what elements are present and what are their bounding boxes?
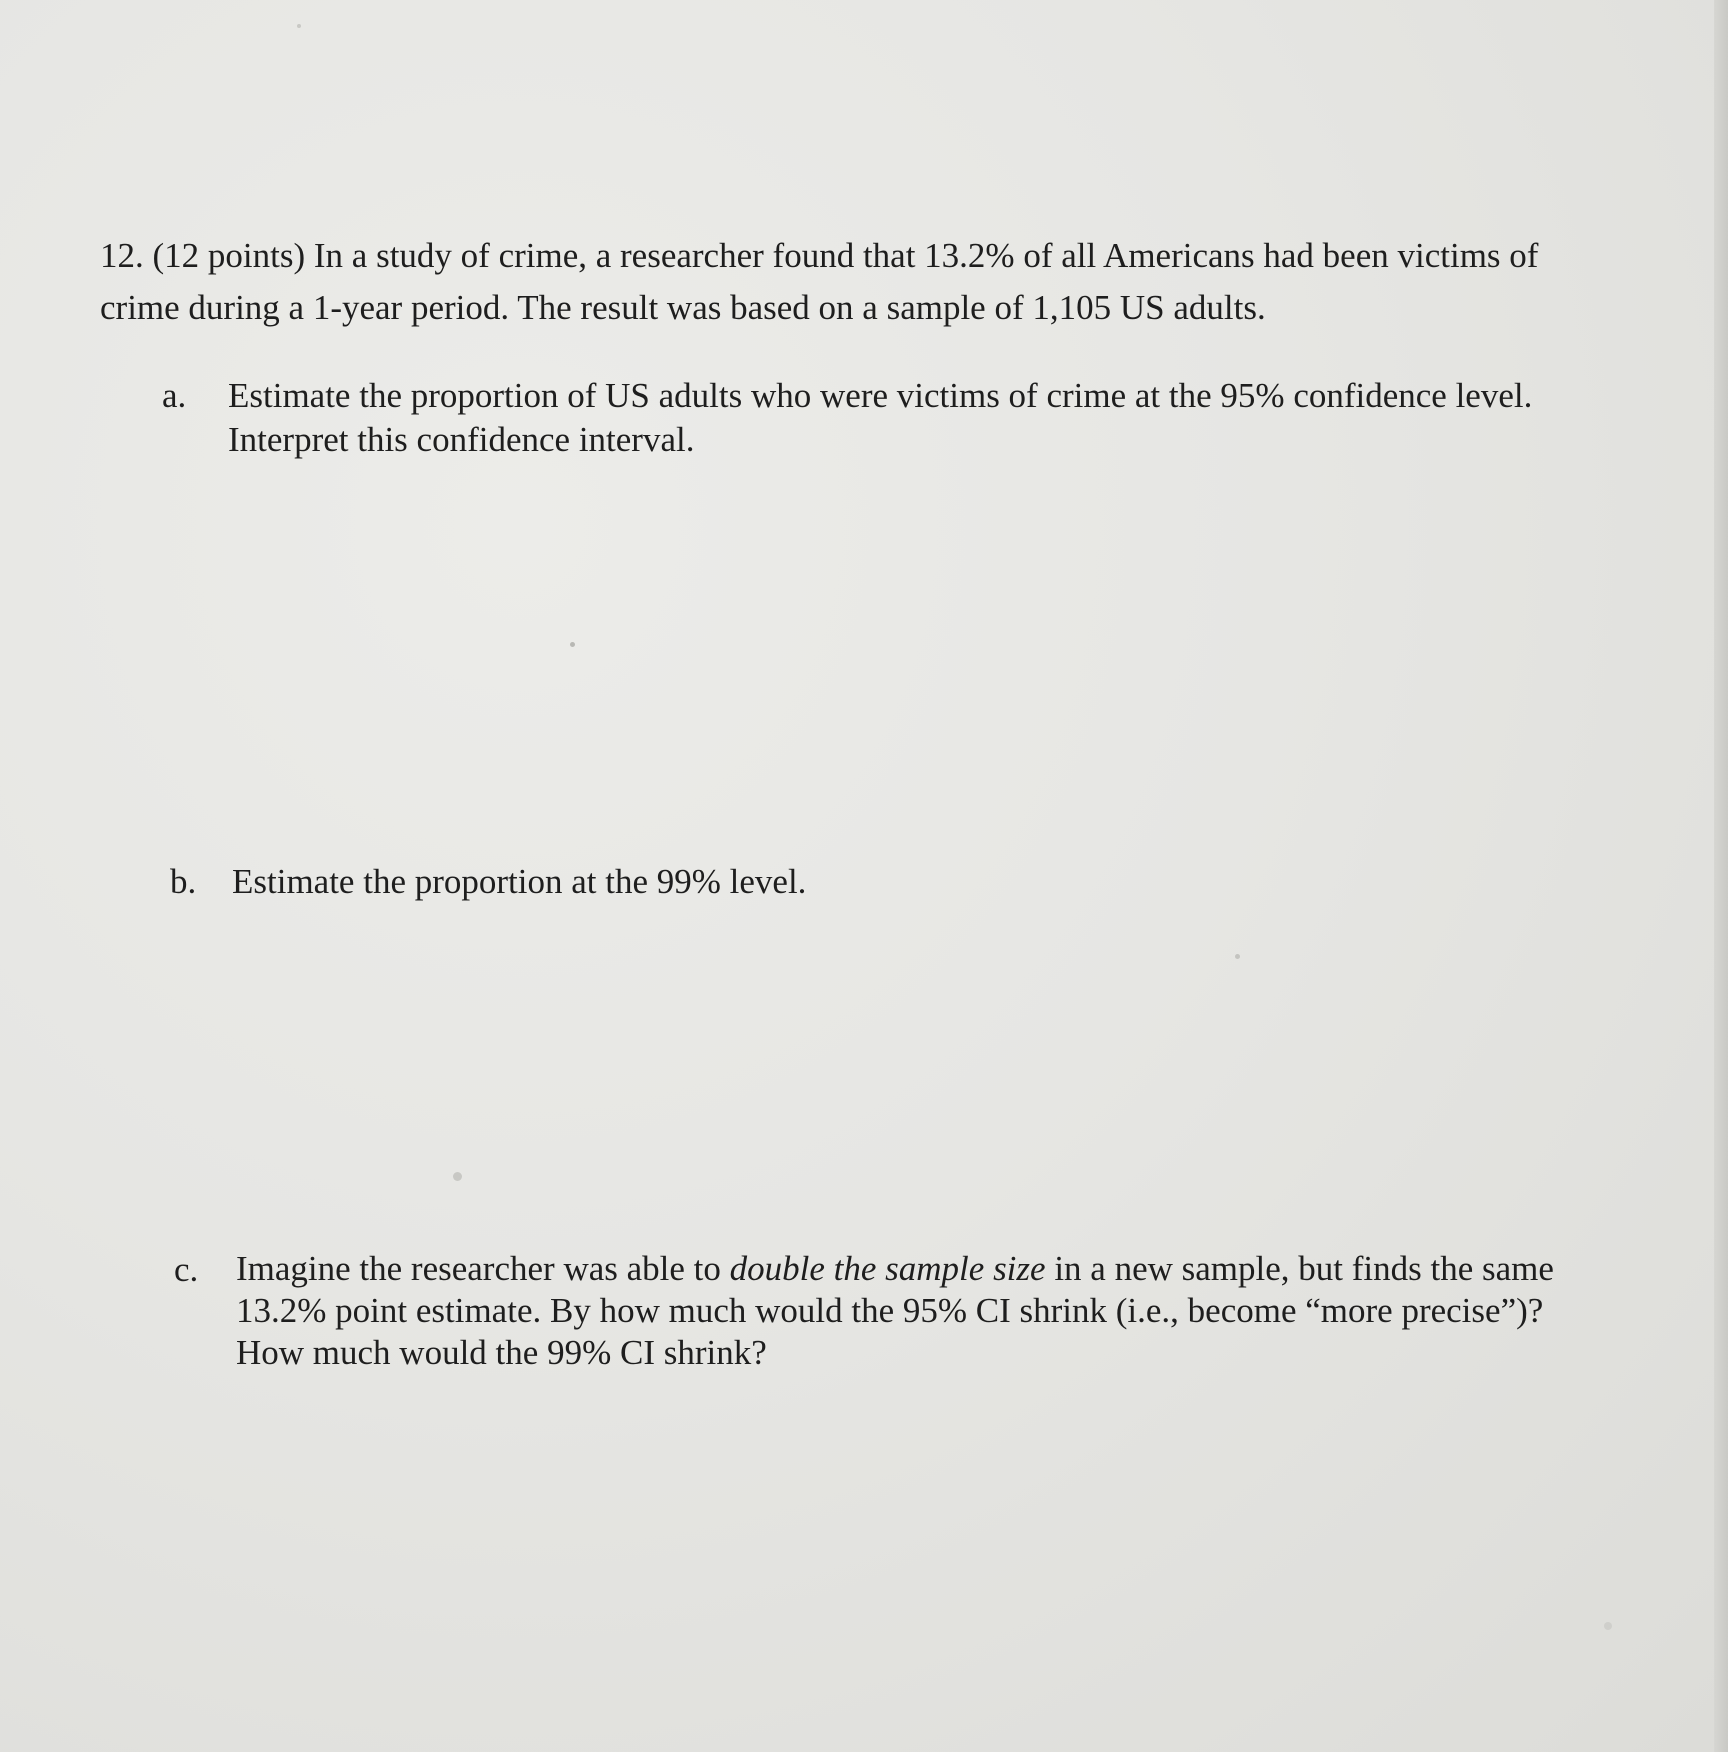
paper-speck — [297, 24, 301, 28]
part-c-line-1 — [236, 1248, 1554, 1290]
paper-speck — [1604, 1622, 1612, 1630]
paper-speck — [453, 1172, 462, 1181]
page-edge-shadow — [1714, 0, 1728, 1752]
paper-speck — [570, 642, 575, 647]
part-c-line-1-end: in a new sample, but finds the same — [1045, 1249, 1554, 1288]
part-b-line-1: Estimate the proportion at the 99% level. — [232, 862, 807, 901]
part-a-text — [228, 374, 1532, 462]
question-stem-line-2: crime during a 1-year period. The result was based on a sample of 1,105 US adults. — [100, 288, 1266, 327]
part-a-line-2: Interpret this confidence interval. — [228, 420, 695, 459]
part-c-line-1-start: Imagine the researcher was able to — [236, 1249, 730, 1288]
part-a-line-1: Estimate the proportion of US adults who were victims of crime at the 95% confidence level. — [228, 376, 1533, 415]
part-c-emphasis: double the sample size — [729, 1249, 1046, 1288]
part-c-line-3: How much would the 99% CI shrink? — [236, 1333, 767, 1372]
part-c-text — [236, 1248, 1554, 1374]
part-c-line-2: 13.2% point estimate. By how much would the 95% CI shrink (i.e., become “more precise”)? — [236, 1291, 1544, 1330]
part-b-letter: b. — [170, 862, 197, 901]
part-c-letter: c. — [174, 1250, 199, 1289]
part-b-text — [232, 860, 806, 904]
part-a-letter: a. — [162, 376, 187, 415]
question-stem-line-1: 12. (12 points) In a study of crime, a researcher found that 13.2% of all Americans had been victims of — [100, 236, 1539, 275]
paper-speck — [1235, 954, 1240, 959]
